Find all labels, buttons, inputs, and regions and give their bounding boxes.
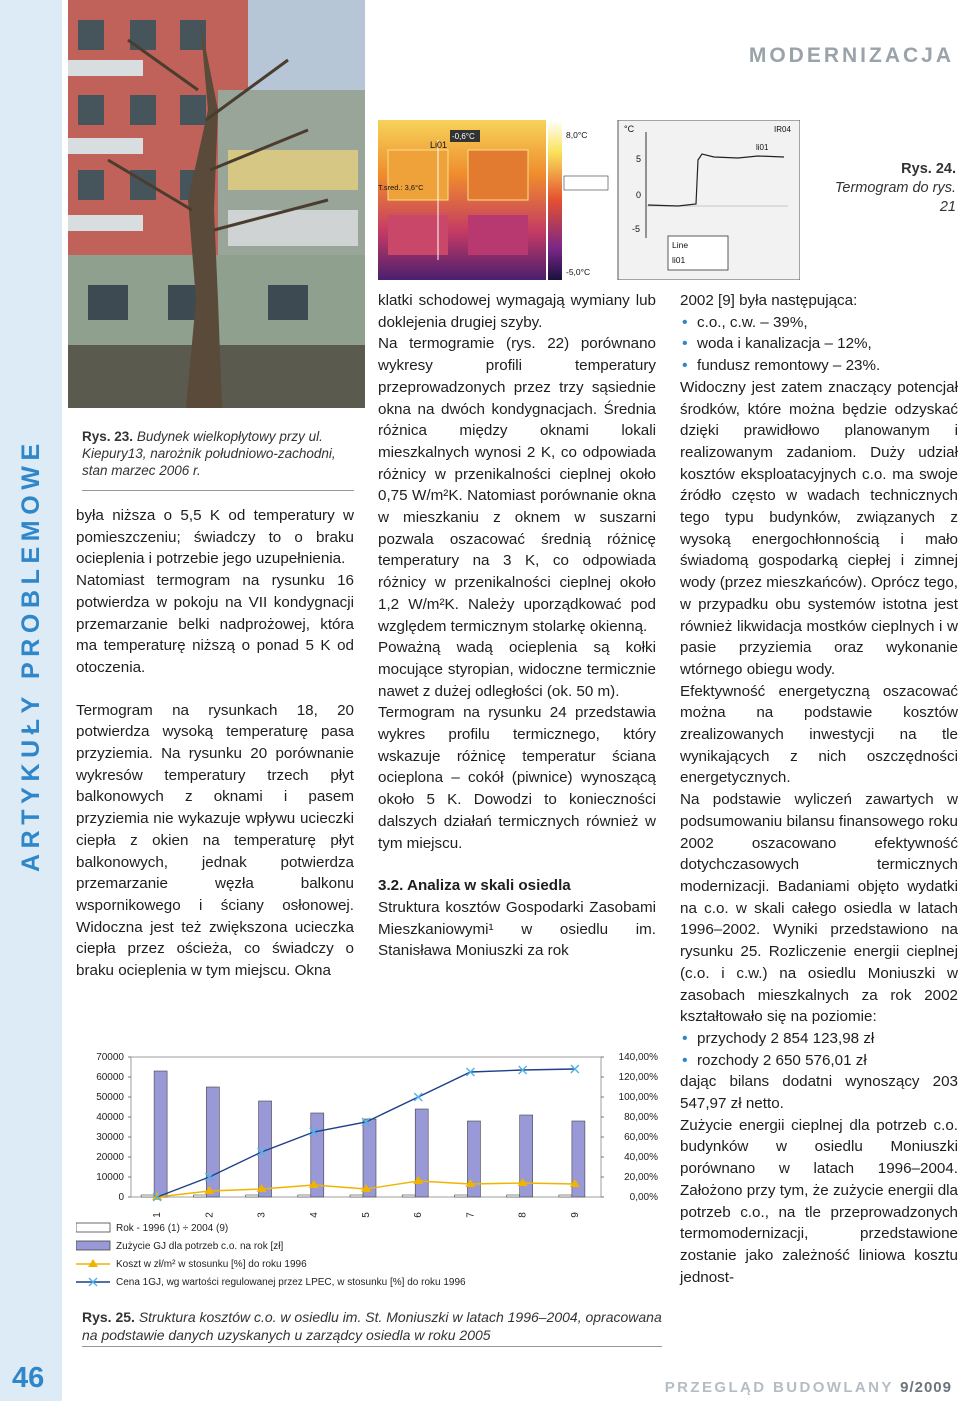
- bar: [402, 1195, 415, 1197]
- y2-tick-label: 0,00%: [629, 1192, 658, 1203]
- y-tick-label: 60000: [96, 1072, 124, 1083]
- col1-spacer: [76, 679, 354, 700]
- figure-25-label: Rys. 25.: [82, 1309, 135, 1325]
- y2-tick-label: 20,00%: [624, 1172, 658, 1183]
- page-number: 46: [12, 1362, 45, 1394]
- bar: [193, 1195, 206, 1197]
- list-item: • c.o., c.w. – 39%,: [680, 312, 958, 334]
- cost-share-list: [680, 312, 958, 377]
- text-column-1: [76, 505, 354, 982]
- legend-swatch: [76, 1223, 110, 1232]
- list-item: • rozchody 2 650 576,01 zł: [680, 1050, 958, 1072]
- figure-24-label: Rys. 24.: [901, 161, 956, 177]
- col3-paragraph-6: Zużycie energii cieplnej dla potrzeb c.o. budynków w osiedlu Moniuszki porównano w latach 1996–2004. Założono przy tym, że zużycie energii dla potrzeb c.o., na tle przeprowadzonych termomodernizacji, przedstawione zostanie jako zależność liniowa kosztu jednost-: [680, 1116, 958, 1286]
- figure-23-caption: [82, 428, 354, 479]
- col2-spacer: [378, 854, 656, 875]
- figure-23-label: Rys. 23.: [82, 429, 134, 444]
- building-photo: [68, 0, 365, 408]
- profile-legend-title: Line: [672, 240, 689, 250]
- text-column-2: [378, 290, 656, 962]
- bar: [350, 1195, 363, 1197]
- x-tick-label: 3: [256, 1212, 268, 1218]
- balance-list: [680, 1028, 958, 1071]
- thermo-line-label: Li01: [430, 140, 448, 150]
- y2-tick-label: 100,00%: [618, 1092, 658, 1103]
- figure-25-rule: [82, 1346, 662, 1347]
- building-photo-graphic: [68, 0, 365, 408]
- bar: [298, 1195, 311, 1197]
- y-tick-label: 30000: [96, 1132, 124, 1143]
- profile-tick-0: 0: [636, 190, 642, 200]
- y-tick-label: 50000: [96, 1092, 124, 1103]
- text-column-3: [680, 290, 958, 1288]
- legend-label: Koszt w zł/m² w stosunku [%] do roku 1996: [116, 1259, 307, 1270]
- profile-tick-minus5: -5: [632, 224, 641, 234]
- thermo-min-readout: -5,0°C: [566, 267, 591, 277]
- col3-paragraph-4: Na podstawie wyliczeń zawartych w podsumowaniu bilansu finansowego roku 2002 oszacowano efektywność dotychczasowych termicznych modernizacji. Badaniami objęto wydatki na c.o. w skali całego osiedla w latach 1996–2002. Wyniki przedstawiono na rysunku 25. Rozliczenie energii cieplnej (c.o. i c.w.) na osiedlu Moniuszki w zasobach mieszkalnych za rok 2002 kształtowało się na poziomie:: [680, 791, 958, 1026]
- figure-24-text: Termogram do rys. 21: [834, 180, 956, 215]
- thermo-max-readout: 8,0°C: [566, 130, 588, 140]
- bar: [559, 1195, 572, 1197]
- col1-paragraph-2: Natomiast termogram na rysunku 16 potwierdza w pokoju na VII kondygnacji przemarzanie belki nadprożowej, która ma temperaturę niższą o ponad 5 K od otoczenia.: [76, 572, 354, 676]
- bar: [141, 1195, 154, 1197]
- profile-unit-label: °C: [624, 124, 635, 134]
- journal-footer: [665, 1379, 952, 1396]
- x-tick-label: 7: [465, 1212, 477, 1218]
- cost-structure-chart: [76, 1045, 666, 1295]
- profile-image-id: IR04: [774, 125, 791, 134]
- figure-24-caption: [820, 160, 956, 217]
- y2-tick-label: 120,00%: [618, 1072, 658, 1083]
- journal-name: PRZEGLĄD BUDOWLANY: [664, 1379, 894, 1396]
- profile-series-label: li01: [756, 143, 769, 152]
- thermo-mean-readout: T.sred.: 3,6°C: [378, 183, 424, 192]
- thermo-spot-readout: -0,6°C: [452, 132, 475, 141]
- y2-tick-label: 40,00%: [624, 1152, 658, 1163]
- figure-23-text: Budynek wielkopłytowy przy ul. Kiepury13, narożnik południowo-zachodni, stan marzec 2006 r.: [82, 429, 336, 478]
- legend-label: Rok - 1996 (1) ÷ 2004 (9): [116, 1223, 229, 1234]
- x-tick-label: 4: [308, 1212, 320, 1218]
- y-tick-label: 0: [118, 1192, 124, 1203]
- x-tick-label: 8: [517, 1212, 529, 1218]
- thermogram-image: [378, 120, 800, 280]
- y-tick-label: 10000: [96, 1172, 124, 1183]
- figure-25-text: Struktura kosztów c.o. w osiedlu im. St. Moniuszki w latach 1996–2004, opracowana na podstawie danych uzyskanych u zarządcy osiedla w roku 2005: [82, 1309, 662, 1343]
- x-tick-label: 9: [569, 1212, 581, 1218]
- chart-svg: [76, 1045, 666, 1295]
- profile-legend-item: li01: [672, 255, 686, 265]
- legend-marker: [88, 1259, 98, 1267]
- figure-23-rule: [82, 490, 354, 491]
- col2-paragraph-1: klatki schodowej wymagają wymiany lub doklejenia drugiej szyby.: [378, 292, 656, 331]
- x-tick-label: 5: [361, 1212, 372, 1218]
- list-item: • fundusz remontowy – 23%.: [680, 355, 958, 377]
- y-tick-label: 40000: [96, 1112, 124, 1123]
- legend-swatch: [76, 1241, 110, 1250]
- col2-paragraph-4: Termogram na rysunku 24 przedstawia wykres profilu termicznego, który wskazuje różnicę temperatur ściana ocieplona – cokół (piwnice) wynoszącą około 5 K. Dowodzi to konieczności dalszych działań termicznych również w tym miejscu.: [378, 704, 656, 852]
- section-heading: 3.2. Analiza w skali osiedla: [378, 877, 571, 895]
- figure-25-caption: [82, 1308, 662, 1344]
- x-tick-label: 1: [152, 1212, 164, 1218]
- col3-paragraph-3: Efektywność energetyczną oszacować można na podstawie kosztów zrealizowanych inwestycji na tle wynikających z nich oszczędności energetycznych.: [680, 682, 958, 787]
- y-tick-label: 70000: [96, 1052, 124, 1063]
- list-item: • przychody 2 854 123,98 zł: [680, 1028, 958, 1050]
- legend-label: Zużycie GJ dla potrzeb c.o. na rok [zł]: [116, 1241, 284, 1252]
- col3-paragraph-1: 2002 [9] była następująca:: [680, 292, 858, 309]
- bar: [507, 1195, 520, 1197]
- bar: [154, 1071, 167, 1197]
- legend-label: Cena 1GJ, wg wartości regulowanej przez LPEC, w stosunku [%] do roku 1996: [116, 1277, 466, 1288]
- x-tick-label: 6: [413, 1212, 425, 1218]
- col2-paragraph-5: Struktura kosztów Gospodarki Zasobami Mieszkaniowymi¹ w osiedlu im. Stanisława Moniuszki za rok: [378, 898, 656, 960]
- bar: [363, 1119, 376, 1197]
- y2-tick-label: 60,00%: [624, 1132, 658, 1143]
- col1-paragraph-1: była niższa o 5,5 K od temperatury w pomieszczeniu; świadczy to o braku ocieplenia i potrzebie jego uzupełnienia.: [76, 507, 354, 568]
- y-tick-label: 20000: [96, 1152, 124, 1163]
- bar: [454, 1195, 467, 1197]
- col3-paragraph-2: Widoczny jest zatem znaczący potencjał środków, które można będzie odzyskać dzięki prawidłowo planowanym i realizowanym zadaniom. Duży udział kosztów eksploatacyjnych c.o. ma swoje źródło często w wadach technicznych tego typu budynków, związanych z wysoką energochłonnością i mało świadomą gospodarką ciepłej i zimnej wody (przez mieszkańców). Oprócz tego, w przypadku obu systemów istotna jest również likwidacja mostków cieplnych i w pasie przyziemia oraz wykonanie wtórnego obiegu wody.: [680, 378, 958, 678]
- y2-tick-label: 80,00%: [624, 1112, 658, 1123]
- y2-tick-label: 140,00%: [618, 1052, 658, 1063]
- section-header: MODERNIZACJA: [748, 44, 954, 67]
- col1-paragraph-3: Termogram na rysunkach 18, 20 potwierdza wysoką temperaturę pasa przyziemia. Na rysunku 20 porównanie wykresów temperatury trzech płyt balkonowych z oknami i pasem przyziemia nie wykazuje wpływu ucieczki ciepła z okien na temperaturę płyt balkonowych, jednak potwierdza przemarzanie węzła balkonu wspornikowego i ściany osłonowej. Widoczna jest też zwiększona ucieczka ciepła przez ościeża, co świadczy o braku ocieplenia w tym miejscu. Okna: [76, 701, 354, 980]
- list-item: • woda i kanalizacja – 12%,: [680, 333, 958, 355]
- profile-tick-5: 5: [636, 154, 642, 164]
- col2-paragraph-2: Na termogramie (rys. 22) porównano wykresy profili temperatury przeprowadzonych przez trzy sąsiednie okna na dwóch kondygnacjach. Średnia różnica między oknami lokali mieszkalnych wynosi 2 K, co odpowiada różnicy w przenikalności cieplnej około 0,75 W/m²K. Natomiast porównanie okna w mieszkaniu z oknem w suszarni pozwala oszacować średnią różnicę temperatury na 3 K, co odpowiada różnicy w przenikalności cieplnej około 1,2 W/m²K. Należy uporządkować pod względem termicznym stolarkę okienną.: [378, 335, 656, 635]
- col2-paragraph-3: Poważną wadą ocieplenia są kołki mocujące styropian, widoczne termicznie nawet z dużej odległości (ok. 50 m).: [378, 639, 656, 700]
- bar: [246, 1195, 259, 1197]
- section-sidebar-label: ARTYKUŁY PROBLEMOWE: [17, 438, 45, 872]
- thermogram-graphic: [378, 120, 800, 280]
- x-tick-label: 2: [204, 1212, 216, 1218]
- col3-paragraph-5: dając bilans dodatni wynoszący 203 547,97 zł netto.: [680, 1073, 958, 1113]
- journal-issue: 9/2009: [900, 1379, 952, 1396]
